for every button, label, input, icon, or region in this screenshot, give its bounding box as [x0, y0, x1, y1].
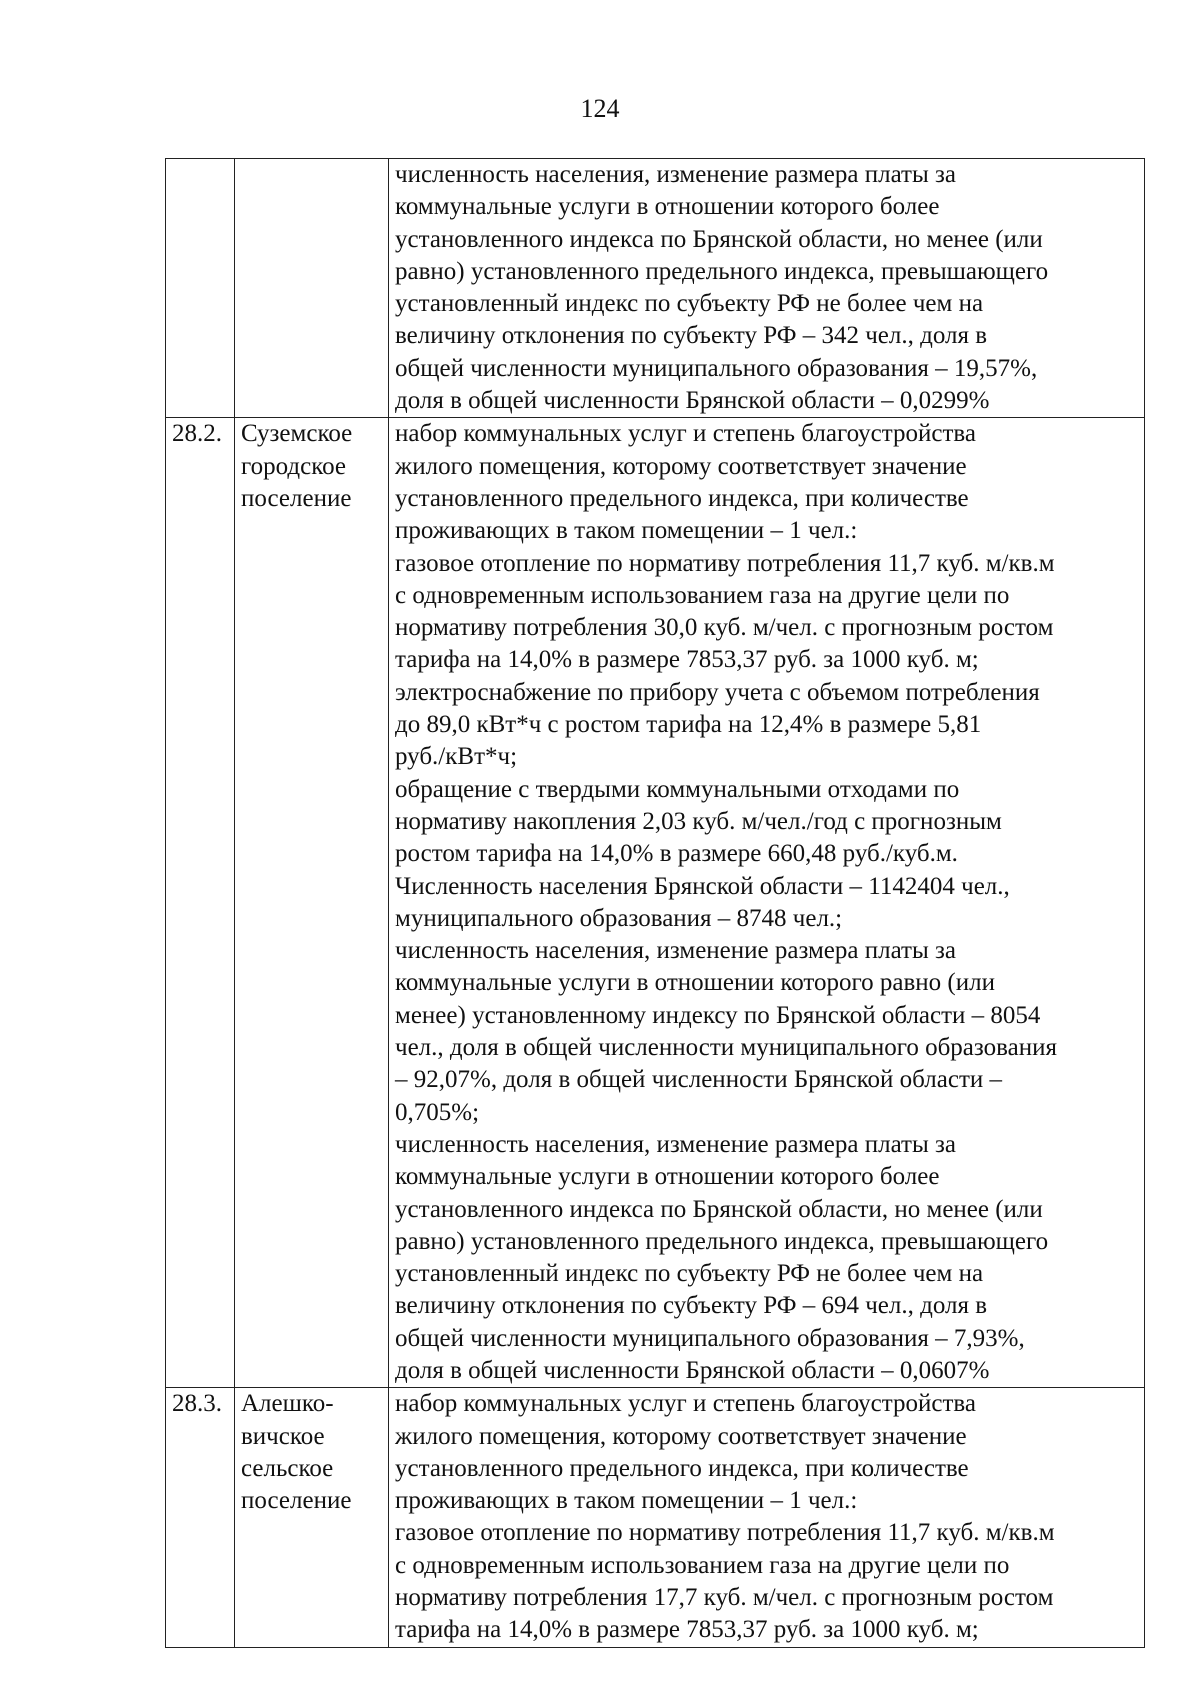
description-line: с одновременным использованием газа на другие цели по — [395, 1551, 1010, 1579]
description-line: газовое отопление по нормативу потребления 11,7 куб. м/кв.м — [395, 1519, 1055, 1547]
description-line: равно) установленного предельного индекса, превышающего — [395, 257, 1049, 285]
description-cell — [389, 1388, 1145, 1647]
description-line: общей численности муниципального образования – 19,57%, — [395, 354, 1038, 382]
description-line: до 89,0 кВт*ч с ростом тарифа на 12,4% в размере 5,81 — [395, 711, 982, 739]
description-line: – 92,07%, доля в общей численности Брянской области – — [395, 1066, 1002, 1094]
description-line: 0,705%; — [395, 1098, 480, 1126]
description-line: тарифа на 14,0% в размере 7853,37 руб. за 1000 куб. м; — [395, 646, 979, 674]
table-row — [166, 418, 1145, 1388]
municipality-table — [165, 158, 1145, 1648]
description-line: набор коммунальных услуг и степень благоустройства — [395, 1390, 976, 1418]
description-line: доля в общей численности Брянской области – 0,0299% — [395, 387, 990, 415]
row-number: 28.3. — [172, 1390, 222, 1418]
description-line: установленного предельного индекса, при количестве — [395, 1454, 969, 1482]
description-line: численность населения, изменение размера платы за — [395, 1130, 956, 1158]
description-line: равно) установленного предельного индекса, превышающего — [395, 1227, 1049, 1255]
description-line: величину отклонения по субъекту РФ – 694 чел., доля в — [395, 1292, 988, 1320]
description-line: коммунальные услуги в отношении которого более — [395, 193, 940, 221]
description-line: установленный индекс по субъекту РФ не более чем на — [395, 290, 984, 318]
municipality-name-cell — [235, 418, 389, 1388]
municipality-name-line: Алешко- — [241, 1390, 334, 1418]
description-cell — [389, 159, 1145, 418]
description-cell — [389, 418, 1145, 1388]
municipality-name-line: сельское — [241, 1454, 334, 1482]
description-line: газовое отопление по нормативу потребления 11,7 куб. м/кв.м — [395, 549, 1055, 577]
table-row — [166, 1388, 1145, 1647]
description-line: нормативу потребления 30,0 куб. м/чел. с прогнозным ростом — [395, 614, 1054, 642]
municipality-name-line: поселение — [241, 1487, 352, 1515]
row-number-cell — [166, 159, 235, 418]
row-number: 28.2. — [172, 420, 222, 448]
row-number — [172, 159, 228, 191]
description-line: коммунальные услуги в отношении которого равно (или — [395, 969, 995, 997]
description-line: Численность населения Брянской области – 1142404 чел., — [395, 872, 1010, 900]
description-line: с одновременным использованием газа на другие цели по — [395, 581, 1010, 609]
description-line: установленного предельного индекса, при количестве — [395, 484, 969, 512]
row-number-cell — [166, 418, 235, 1388]
description-line: чел., доля в общей численности муниципального образования — [395, 1034, 1057, 1062]
description-line: установленного индекса по Брянской области, но менее (или — [395, 1195, 1043, 1223]
description-line: коммунальные услуги в отношении которого более — [395, 1163, 940, 1191]
municipality-name-line: поселение — [241, 484, 352, 512]
description-line: проживающих в таком помещении – 1 чел.: — [395, 517, 858, 545]
description-line: набор коммунальных услуг и степень благоустройства — [395, 420, 976, 448]
page-number: 124 — [580, 94, 620, 123]
description-line: ростом тарифа на 14,0% в размере 660,48 руб./куб.м. — [395, 840, 958, 868]
description-line: менее) установленному индексу по Брянской области – 8054 — [395, 1001, 1041, 1029]
description-line: установленный индекс по субъекту РФ не более чем на — [395, 1260, 984, 1288]
description-line: нормативу потребления 17,7 куб. м/чел. с прогнозным ростом — [395, 1584, 1054, 1612]
description-line: доля в общей численности Брянской области – 0,0607% — [395, 1356, 990, 1384]
description-line: нормативу накопления 2,03 куб. м/чел./год с прогнозным — [395, 807, 1002, 835]
description-line: обращение с твердыми коммунальными отходами по — [395, 775, 960, 803]
municipality-name-line: Суземское — [241, 420, 353, 448]
municipality-name-cell — [235, 1388, 389, 1647]
description-line: жилого помещения, которому соответствует значение — [395, 452, 967, 480]
municipality-name-line: городское — [241, 452, 347, 480]
description-line: общей численности муниципального образования – 7,93%, — [395, 1324, 1025, 1352]
description-line: численность населения, изменение размера платы за — [395, 161, 956, 188]
description-line: проживающих в таком помещении – 1 чел.: — [395, 1487, 858, 1515]
description-line: тарифа на 14,0% в размере 7853,37 руб. за 1000 куб. м; — [395, 1616, 979, 1644]
description-line: жилого помещения, которому соответствует значение — [395, 1422, 967, 1450]
row-number-cell — [166, 1388, 235, 1647]
table-row — [166, 159, 1145, 418]
description-line: руб./кВт*ч; — [395, 743, 518, 771]
table-body — [166, 159, 1145, 1648]
description-line: муниципального образования – 8748 чел.; — [395, 904, 843, 932]
description-line: величину отклонения по субъекту РФ – 342 чел., доля в — [395, 322, 988, 350]
municipality-name-line: вичское — [241, 1422, 325, 1450]
description-line: электроснабжение по прибору учета с объемом потребления — [395, 678, 1040, 706]
municipality-name-cell — [235, 159, 389, 418]
description-line: численность населения, изменение размера платы за — [395, 937, 956, 965]
description-line: установленного индекса по Брянской области, но менее (или — [395, 225, 1043, 253]
